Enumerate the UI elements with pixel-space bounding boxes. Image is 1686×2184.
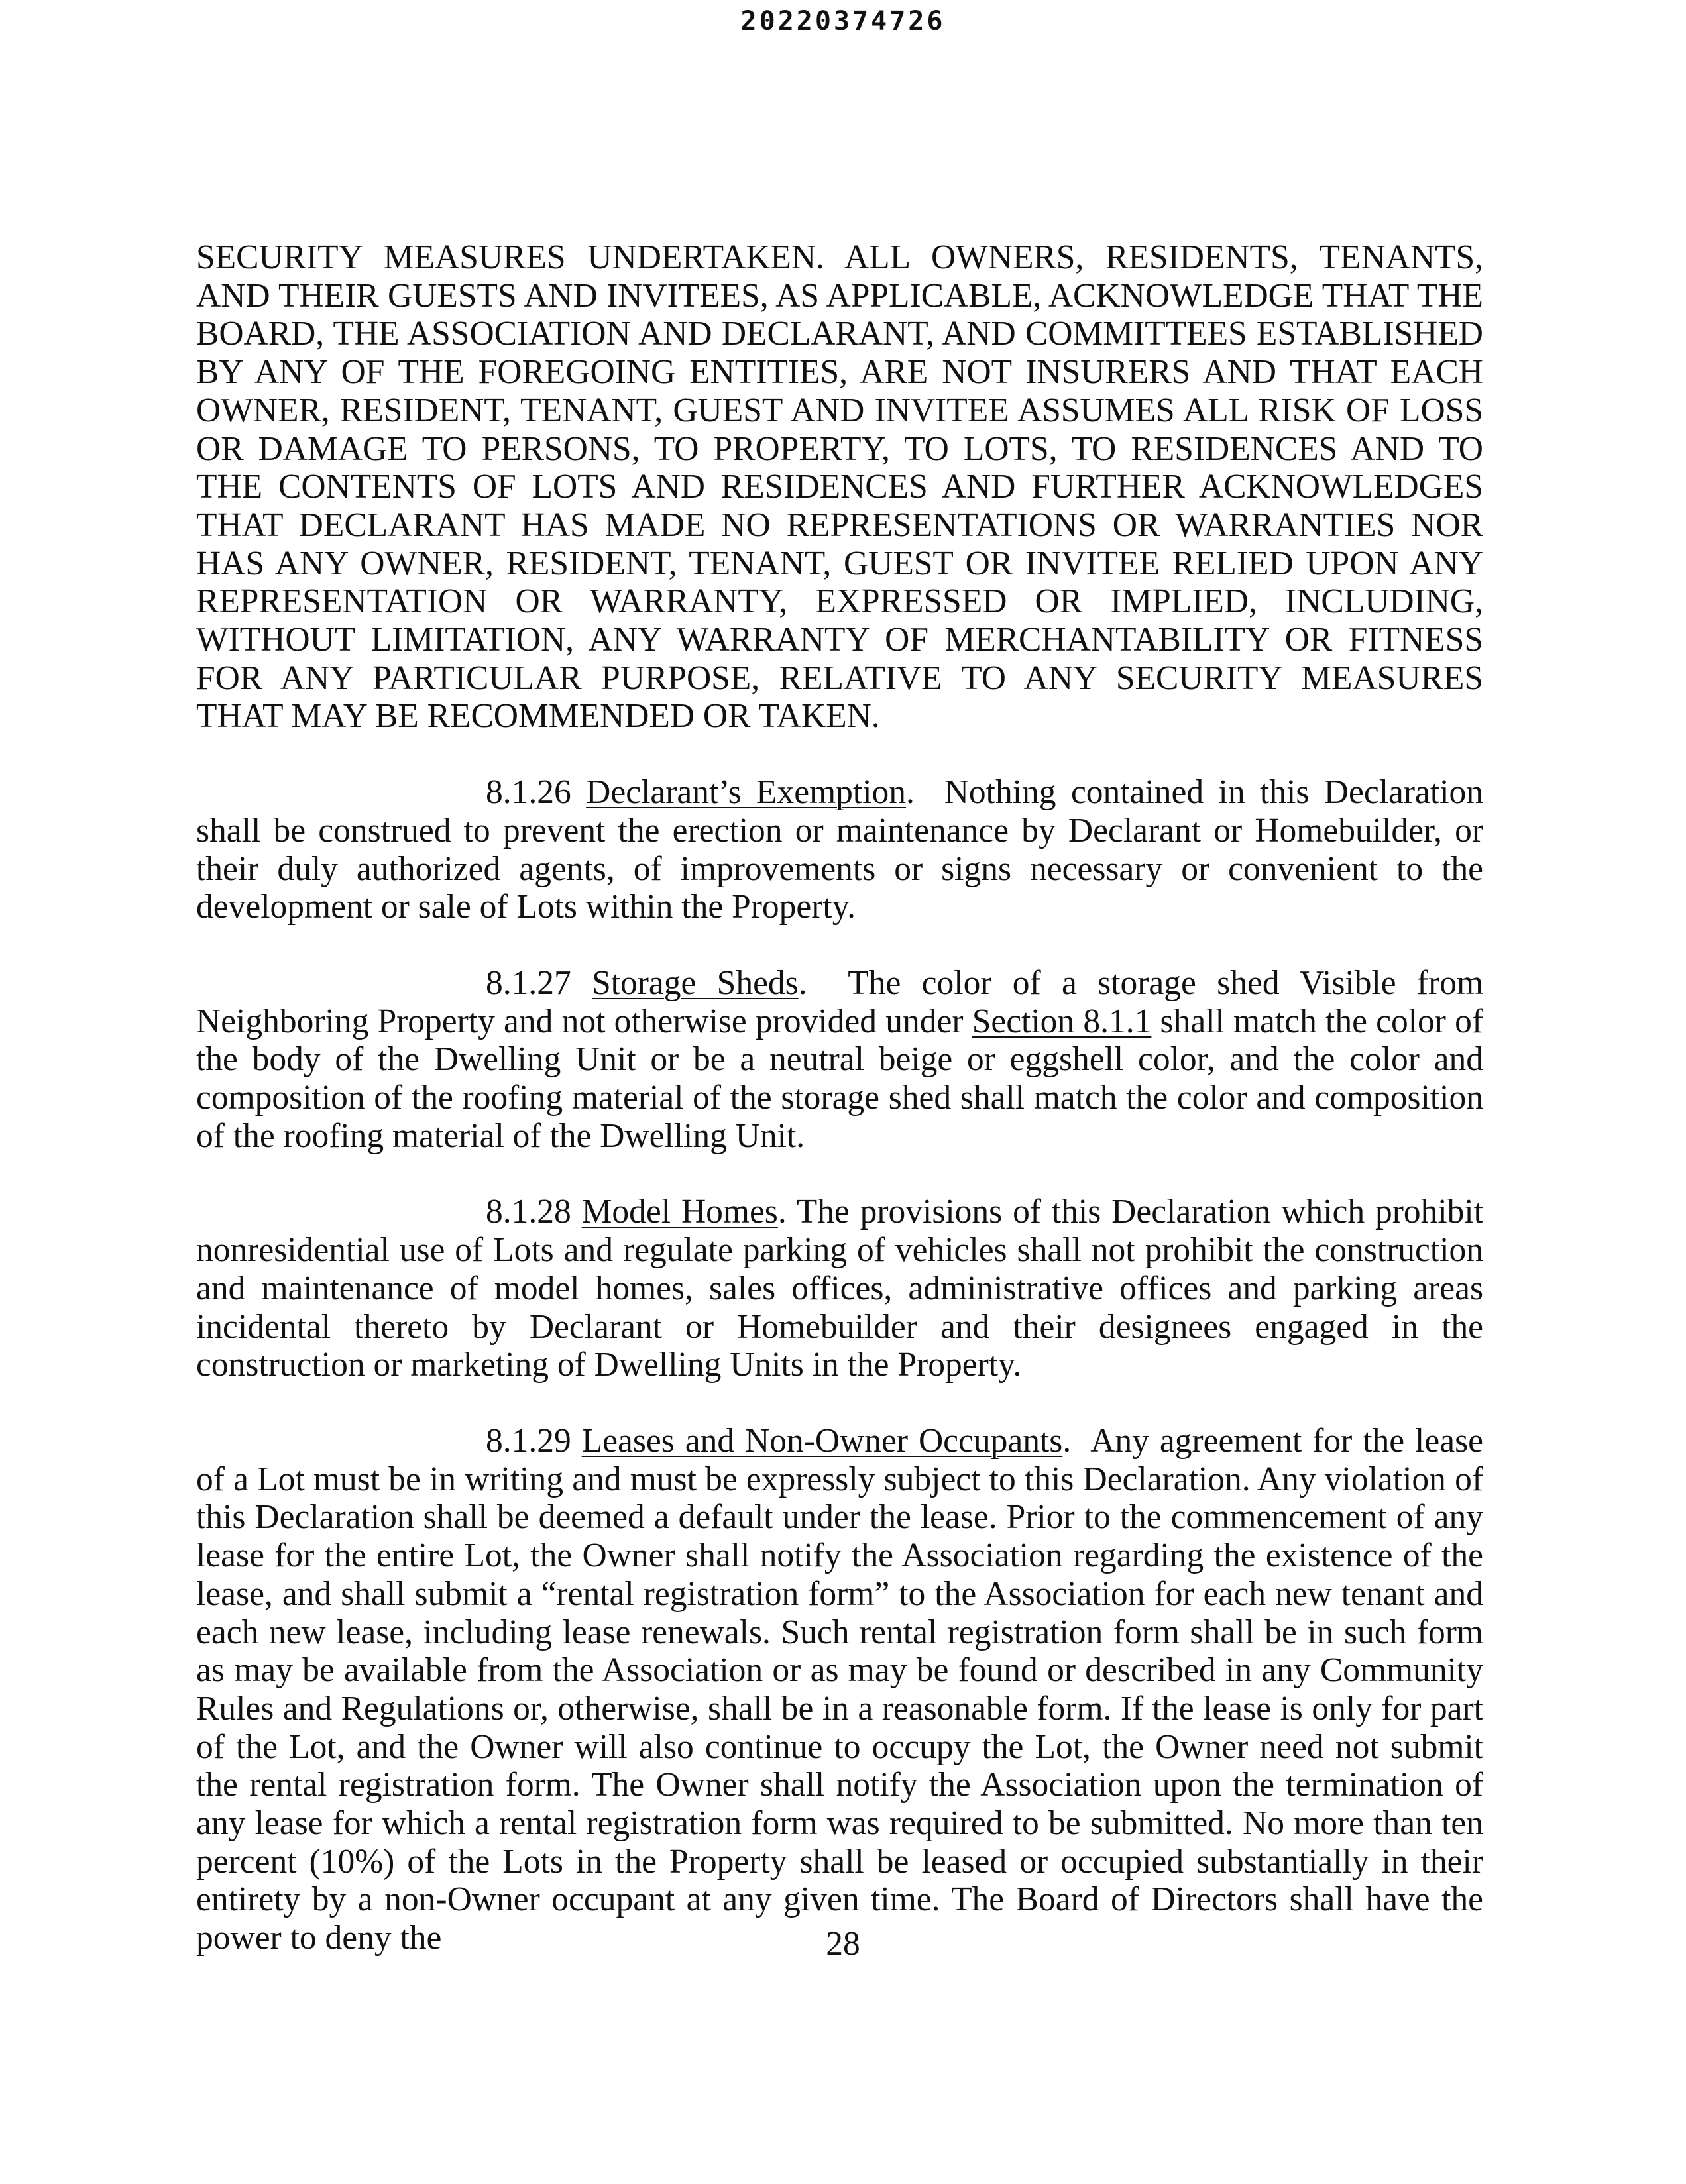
- security-disclaimer-paragraph: SECURITY MEASURES UNDERTAKEN. ALL OWNERS, RESIDENTS, TENANTS, AND THEIR GUESTS AND INVITEES, AS APPLICABLE, ACKNOWLEDGE THAT THE BOARD, THE ASSOCIATION AND DECLARANT, AND COMMITTEES ESTABLISHED BY ANY OF THE FOREGOING ENTITIES, ARE NOT INSURERS AND THAT EACH OWNER, RESIDENT, TENANT, GUEST AND INVITEE ASSUMES ALL RISK OF LOSS OR DAMAGE TO PERSONS, TO PROPERTY, TO LOTS, TO RESIDENCES AND TO THE CONTENTS OF LOTS AND RESIDENCES AND FURTHER ACKNOWLEDGES THAT DECLARANT HAS MADE NO REPRESENTATIONS OR WARRANTIES NOR HAS ANY OWNER, RESIDENT, TENANT, GUEST OR INVITEE RELIED UPON ANY REPRESENTATION OR WARRANTY, EXPRESSED OR IMPLIED, INCLUDING, WITHOUT LIMITATION, ANY WARRANTY OF MERCHANTABILITY OR FITNESS FOR ANY PARTICULAR PURPOSE, RELATIVE TO ANY SECURITY MEASURES THAT MAY BE RECOMMENDED OR TAKEN.: [196, 239, 1483, 736]
- section-number: 8.1.29: [486, 1421, 571, 1460]
- section-number: 8.1.28: [486, 1193, 571, 1231]
- section-cross-reference: Section 8.1.1: [972, 1002, 1152, 1040]
- section-number: 8.1.26: [486, 773, 571, 812]
- section-8-1-28: 8.1.28 Model Homes. The provisions of this Declaration which prohibit nonresidential use of Lots and regulate parking of vehicles shall not prohibit the construction and maintenance of model homes, sales offices, administrative offices and parking areas incidental thereto by Declarant or Homebuilder and their designees engaged in the construction or marketing of Dwelling Units in the Property.: [196, 1193, 1484, 1384]
- recording-number: 20220374726: [740, 6, 946, 36]
- section-heading: Leases and Non-Owner Occupants: [581, 1421, 1063, 1460]
- page-number: 28: [826, 1925, 860, 1963]
- section-heading: Storage Sheds: [592, 963, 799, 1002]
- section-text: The provisions of this Declaration which prohibit nonresidential use of Lots and regulate parking of vehicles shall not prohibit the construction and maintenance of model homes, sales offices, administrative offices and parking areas incidental thereto by Declarant or Homebuilder and their designees engaged in the construction or marketing of Dwelling Units in the Property.: [196, 1193, 1484, 1384]
- section-text: Any agreement for the lease of a Lot must be in writing and must be expressly subject to this Declaration. Any violation of this Declaration shall be deemed a default under the lease. Prior to the commencement of any lease for the entire Lot, the Owner shall notify the Association regarding the existence of the lease, and shall submit a “rental registration form” to the Association for each new tenant and each new lease, including lease renewals. Such rental registration form shall be in such form as may be available from the Association or as may be found or described in any Community Rules and Regulations or, otherwise, shall be in a reasonable form. If the lease is only for part of the Lot, and the Owner will also continue to occupy the Lot, the Owner need not submit the rental registration form. The Owner shall notify the Association upon the termination of any lease for which a rental registration form was required to be submitted. No more than ten percent (10%) of the Lots in the Property shall be leased or occupied substantially in their entirety by a non-Owner occupant at any given time. The Board of Directors shall have the power to deny the: [196, 1421, 1483, 1957]
- section-heading: Declarant’s Exemption: [586, 773, 907, 812]
- section-text: The color of a storage shed Visible from Neighboring Property and not otherwise provided under: [196, 963, 1484, 1040]
- section-number: 8.1.27: [486, 963, 571, 1002]
- section-8-1-26: 8.1.26 Declarant’s Exemption. Nothing contained in this Declaration shall be construed to prevent the erection or maintenance by Declarant or Homebuilder, or their duly authorized agents, of improvements or signs necessary or convenient to the development or sale of Lots within the Property.: [196, 773, 1484, 926]
- section-text: Nothing contained in this Declaration shall be construed to prevent the erection or maintenance by Declarant or Homebuilder, or their duly authorized agents, of improvements or signs necessary or convenient to the development or sale of Lots within the Property.: [196, 773, 1484, 926]
- section-heading: Model Homes: [581, 1193, 778, 1231]
- document-body: [196, 239, 1483, 1995]
- section-text-continued: shall match the color of the body of the Dwelling Unit or be a neutral beige or eggshell color, and the color and composition of the roofing material of the storage shed shall match the color and composition of the roofing material of the Dwelling Unit.: [196, 1002, 1484, 1155]
- section-8-1-29: 8.1.29 Leases and Non-Owner Occupants. Any agreement for the lease of a Lot must be in writing and must be expressly subject to this Declaration. Any violation of this Declaration shall be deemed a default under the lease. Prior to the commencement of any lease for the entire Lot, the Owner shall notify the Association regarding the existence of the lease, and shall submit a “rental registration form” to the Association for each new tenant and each new lease, including lease renewals. Such rental registration form shall be in such form as may be available from the Association or as may be found or described in any Community Rules and Regulations or, otherwise, shall be in a reasonable form. If the lease is only for part of the Lot, and the Owner will also continue to occupy the Lot, the Owner need not submit the rental registration form. The Owner shall notify the Association upon the termination of any lease for which a rental registration form was required to be submitted. No more than ten percent (10%) of the Lots in the Property shall be leased or occupied substantially in their entirety by a non-Owner occupant at any given time. The Board of Directors shall have the power to deny the: [196, 1421, 1483, 1957]
- section-8-1-27: 8.1.27 Storage Sheds. The color of a storage shed Visible from Neighboring Property and not otherwise provided under Section 8.1.1 shall match the color of the body of the Dwelling Unit or be a neutral beige or eggshell color, and the color and composition of the roofing material of the storage shed shall match the color and composition of the roofing material of the Dwelling Unit.: [196, 963, 1484, 1155]
